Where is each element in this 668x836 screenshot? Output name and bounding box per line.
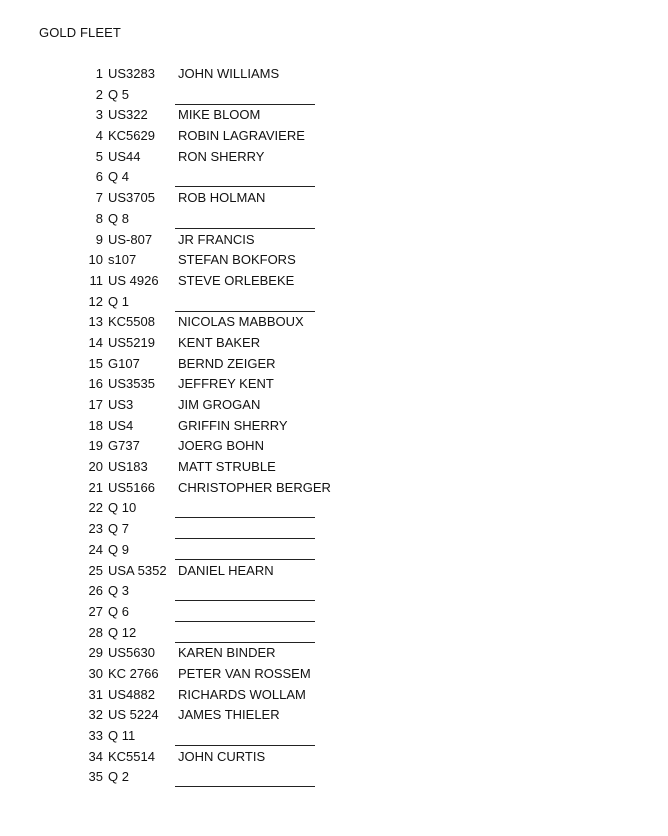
sail-number: Q 11	[108, 728, 136, 743]
skipper-name: STEVE ORLEBEKE	[178, 272, 295, 288]
sail-number: US4	[108, 417, 134, 433]
skipper-name: BERND ZEIGER	[178, 355, 276, 371]
entry-number: 24	[88, 541, 103, 557]
roster-row	[0, 685, 668, 706]
entry-number: 22	[88, 500, 103, 516]
entry-number: 8	[95, 210, 103, 226]
roster-row	[0, 561, 668, 582]
entry-number: 21	[88, 479, 103, 495]
roster-row	[0, 395, 668, 416]
fleet-roster	[0, 64, 668, 788]
entry-number: 28	[88, 624, 103, 640]
sail-number: Q 1	[108, 293, 129, 309]
entry-number: 5	[95, 148, 103, 164]
roster-row	[0, 209, 668, 230]
entry-number: 33	[88, 728, 103, 743]
roster-row	[0, 436, 668, 457]
sail-number: US 5224	[108, 707, 159, 723]
entry-number: 10	[88, 252, 103, 268]
sail-number: US 4926	[108, 272, 159, 288]
roster-row	[0, 250, 668, 271]
sail-number: US322	[108, 107, 148, 123]
roster-row	[0, 540, 668, 561]
roster-row	[0, 126, 668, 147]
sail-number: US183	[108, 459, 148, 475]
roster-row	[0, 602, 668, 623]
roster-row	[0, 478, 668, 499]
roster-row	[0, 416, 668, 437]
entry-number: 34	[88, 748, 103, 764]
entry-number: 15	[88, 355, 103, 371]
name-blank-line	[175, 786, 315, 787]
roster-row	[0, 498, 668, 519]
roster-row	[0, 705, 668, 726]
entry-number: 19	[88, 438, 103, 454]
fleet-title: GOLD FLEET	[39, 25, 121, 40]
sail-number: US-807	[108, 231, 153, 247]
roster-row	[0, 726, 668, 747]
skipper-name: NICOLAS MABBOUX	[178, 314, 304, 330]
skipper-name: DANIEL HEARN	[178, 562, 274, 578]
entry-number: 14	[88, 334, 103, 350]
sail-number: Q 6	[108, 603, 129, 619]
sail-number: US5166	[108, 479, 155, 495]
sail-number: G737	[108, 438, 140, 454]
skipper-name: JOHN CURTIS	[178, 748, 266, 764]
roster-row	[0, 312, 668, 333]
skipper-name: STEFAN BOKFORS	[178, 252, 296, 268]
roster-row	[0, 664, 668, 685]
entry-number: 7	[95, 190, 103, 206]
entry-number: 16	[88, 376, 103, 392]
roster-row	[0, 623, 668, 644]
entry-number: 27	[88, 603, 103, 619]
entry-number: 13	[88, 314, 103, 330]
entry-number: 3	[95, 107, 103, 123]
entry-number: 6	[95, 169, 103, 185]
skipper-name: JEFFREY KENT	[178, 376, 274, 392]
skipper-name: CHRISTOPHER BERGER	[178, 479, 331, 495]
sail-number: s107	[108, 252, 137, 268]
roster-row	[0, 64, 668, 85]
skipper-name: RON SHERRY	[178, 148, 265, 164]
entry-number: 12	[88, 293, 103, 309]
skipper-name: JOERG BOHN	[178, 438, 264, 454]
sail-number: Q 7	[108, 521, 129, 537]
sail-number: Q 5	[108, 86, 129, 102]
roster-row	[0, 643, 668, 664]
roster-row	[0, 767, 668, 788]
entry-number: 23	[88, 521, 103, 537]
sail-number: US3	[108, 397, 134, 412]
skipper-name: JAMES THIELER	[178, 707, 280, 723]
sail-number: Q 12	[108, 624, 137, 640]
sail-number: Q 4	[108, 169, 129, 185]
entry-number: 9	[95, 231, 103, 247]
sail-number: US5219	[108, 334, 155, 350]
roster-row	[0, 188, 668, 209]
skipper-name: JR FRANCIS	[178, 231, 255, 247]
skipper-name: ROB HOLMAN	[178, 190, 266, 206]
entry-number: 17	[88, 397, 103, 412]
entry-number: 20	[88, 459, 103, 475]
sail-number: KC5508	[108, 314, 155, 330]
sail-number: Q 9	[108, 541, 129, 557]
entry-number: 1	[95, 66, 103, 81]
roster-row	[0, 333, 668, 354]
sail-number: US5630	[108, 645, 155, 661]
roster-row	[0, 230, 668, 251]
skipper-name: GRIFFIN SHERRY	[178, 417, 288, 433]
skipper-name: JOHN WILLIAMS	[178, 66, 280, 81]
sail-number: US3535	[108, 376, 155, 392]
sail-number: KC5514	[108, 748, 155, 764]
entry-number: 35	[88, 769, 103, 785]
skipper-name: MIKE BLOOM	[178, 107, 261, 123]
sail-number: Q 10	[108, 500, 137, 516]
entry-number: 4	[95, 128, 103, 144]
entry-number: 30	[88, 665, 103, 681]
entry-number: 31	[88, 686, 103, 702]
roster-row	[0, 354, 668, 375]
entry-number: 29	[88, 645, 103, 661]
skipper-name: MATT STRUBLE	[178, 459, 276, 475]
entry-number: 32	[88, 707, 103, 723]
sail-number: Q 3	[108, 583, 129, 599]
sail-number: KC 2766	[108, 665, 159, 681]
skipper-name: KAREN BINDER	[178, 645, 276, 661]
sail-number: US3283	[108, 66, 155, 81]
skipper-name: JIM GROGAN	[178, 397, 261, 412]
entry-number: 2	[95, 86, 103, 102]
skipper-name: KENT BAKER	[178, 334, 261, 350]
sail-number: US44	[108, 148, 141, 164]
sail-number: US3705	[108, 190, 155, 206]
entry-number: 25	[88, 562, 103, 578]
skipper-name: ROBIN LAGRAVIERE	[178, 128, 305, 144]
sail-number: KC5629	[108, 128, 155, 144]
roster-row	[0, 457, 668, 478]
roster-row	[0, 147, 668, 168]
entry-number: 11	[89, 272, 103, 288]
roster-row	[0, 519, 668, 540]
skipper-name: RICHARDS WOLLAM	[178, 686, 306, 702]
roster-row	[0, 581, 668, 602]
sail-number: G107	[108, 355, 140, 371]
roster-row	[0, 292, 668, 313]
entry-number: 26	[88, 583, 103, 599]
roster-row	[0, 105, 668, 126]
roster-row	[0, 85, 668, 106]
sail-number: Q 8	[108, 210, 129, 226]
roster-row	[0, 271, 668, 292]
sail-number: Q 2	[108, 769, 129, 785]
skipper-name: PETER VAN ROSSEM	[178, 665, 311, 681]
sail-number: USA 5352	[108, 562, 167, 578]
sail-number: US4882	[108, 686, 155, 702]
entry-number: 18	[88, 417, 103, 433]
roster-row	[0, 167, 668, 188]
roster-row	[0, 374, 668, 395]
roster-row	[0, 747, 668, 768]
